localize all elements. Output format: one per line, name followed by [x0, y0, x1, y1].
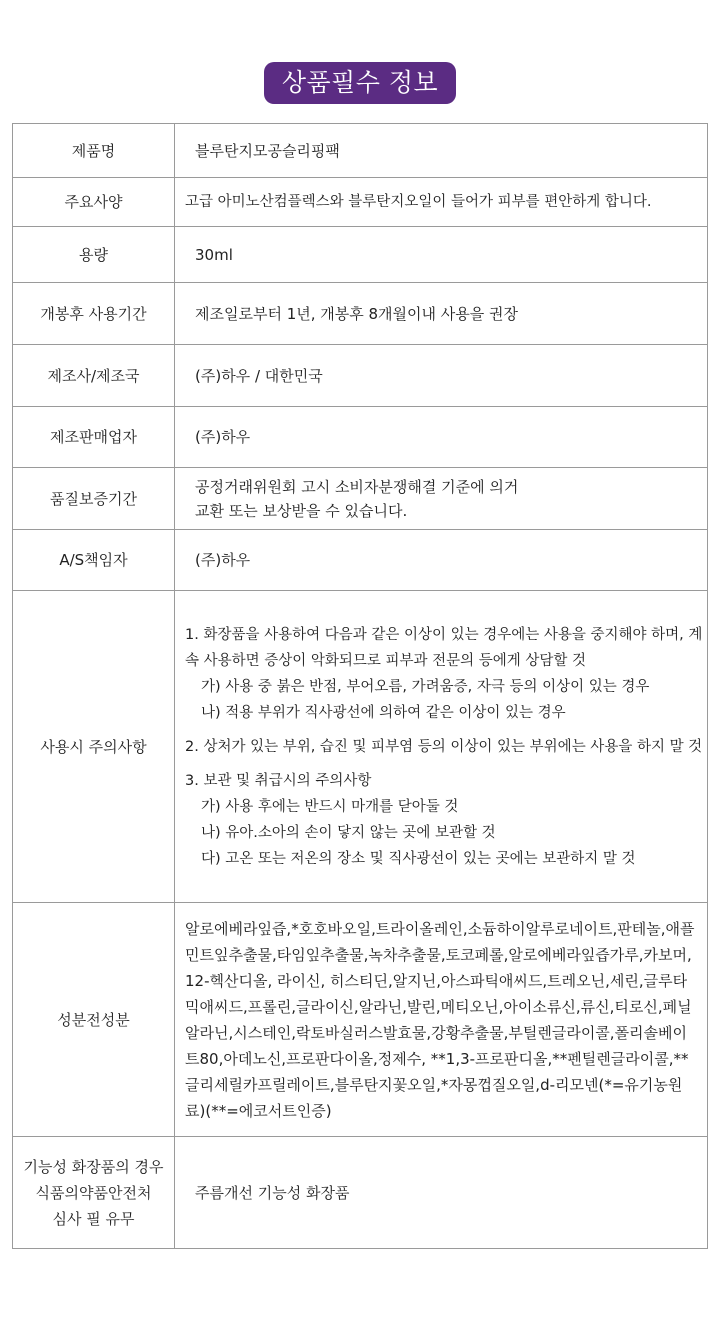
- row-label: 품질보증기간: [13, 468, 175, 530]
- title-wrap: [0, 62, 720, 104]
- caution-item-1: 1. 화장품을 사용하여 다음과 같은 이상이 있는 경우에는 사용을 중지해야 하며, 계속 사용하면 증상이 악화되므로 피부과 전문의 등에게 상담할 것: [185, 626, 703, 669]
- value-line: 공정거래위원회 고시 소비자분쟁해결 기준에 의거: [195, 477, 519, 496]
- table-row: [13, 530, 708, 591]
- table-row: [13, 283, 708, 345]
- page-title: 상품필수 정보: [264, 62, 456, 104]
- label-line: 심사 필 유무: [52, 1209, 135, 1228]
- table-row-functional: [13, 1137, 708, 1249]
- table-row-caution: [13, 591, 708, 903]
- caution-sub-item: 가) 사용 중 붉은 반점, 부어오름, 가려움증, 자극 등의 이상이 있는 경우: [201, 678, 650, 695]
- row-label: 주요사양: [13, 178, 175, 227]
- caution-sub-item: 나) 적용 부위가 직사광선에 의하여 같은 이상이 있는 경우: [201, 704, 566, 721]
- table-row: [13, 227, 708, 283]
- row-value: 30ml: [175, 227, 708, 283]
- ingredients-text: 알로에베라잎즙,*호호바오일,트라이올레인,소듐하이알루로네이트,판테놀,애플민트잎추출물,타임잎추출물,녹차추출물,토코페롤,알로에베라잎즙가루,카보머,12-헥산디올, 라이신, 히스티딘,알지닌,아스파틱애씨드,트레오닌,세린,글루타믹애씨드,프롤린,글라이신,알라닌,발린,메티오닌,아이소류신,류신,티로신,페닐알라닌,시스테인,락토바실러스발효물,강황추출물,부틸렌글라이콜,폴리솔베이트80,아데노신,프로판다이올,정제수, **1,3-프로판디올,**펜틸렌글라이콜,**글리세릴카프릴레이트,블루탄지꽃오일,*자몽껍질오일,d-리모넨(*=유기농원료)(**=에코서트인증): [175, 903, 708, 1137]
- row-value: 블루탄지모공슬리핑팩: [175, 124, 708, 178]
- row-label: 성분전성분: [13, 903, 175, 1137]
- table-row: [13, 345, 708, 407]
- value-line: 교환 또는 보상받을 수 있습니다.: [195, 501, 408, 520]
- row-label: 사용시 주의사항: [13, 591, 175, 903]
- row-value: 주름개선 기능성 화장품: [175, 1137, 708, 1249]
- caution-sub-item: 가) 사용 후에는 반드시 마개를 닫아둘 것: [201, 798, 459, 815]
- caution-content: [175, 591, 708, 903]
- table-row: [13, 407, 708, 468]
- row-value: (주)하우 / 대한민국: [175, 345, 708, 407]
- row-value: [175, 468, 708, 530]
- caution-sub-item: 다) 고온 또는 저온의 장소 및 직사광선이 있는 곳에는 보관하지 말 것: [201, 850, 636, 867]
- label-line: 식품의약품안전처: [35, 1183, 152, 1202]
- table-row: [13, 178, 708, 227]
- table-row: [13, 124, 708, 178]
- caution-item-2: 2. 상처가 있는 부위, 습진 및 피부염 등의 이상이 있는 부위에는 사용을 하지 말 것: [185, 738, 703, 755]
- table-row-ingredients: [13, 903, 708, 1137]
- product-info-table: [12, 123, 708, 1249]
- table-row: [13, 468, 708, 530]
- row-label: 개봉후 사용기간: [13, 283, 175, 345]
- row-value: 제조일로부터 1년, 개봉후 8개월이내 사용을 권장: [175, 283, 708, 345]
- caution-item-3: 3. 보관 및 취급시의 주의사항: [185, 772, 372, 789]
- caution-sub-item: 나) 유아.소아의 손이 닿지 않는 곳에 보관할 것: [201, 824, 496, 841]
- row-value: 고급 아미노산컴플렉스와 블루탄지오일이 들어가 피부를 편안하게 합니다.: [175, 178, 708, 227]
- row-label: [13, 1137, 175, 1249]
- row-label: 제품명: [13, 124, 175, 178]
- row-label: 제조사/제조국: [13, 345, 175, 407]
- row-value: (주)하우: [175, 530, 708, 591]
- row-label: A/S책임자: [13, 530, 175, 591]
- row-label: 제조판매업자: [13, 407, 175, 468]
- label-line: 기능성 화장품의 경우: [23, 1157, 164, 1176]
- row-label: 용량: [13, 227, 175, 283]
- row-value: (주)하우: [175, 407, 708, 468]
